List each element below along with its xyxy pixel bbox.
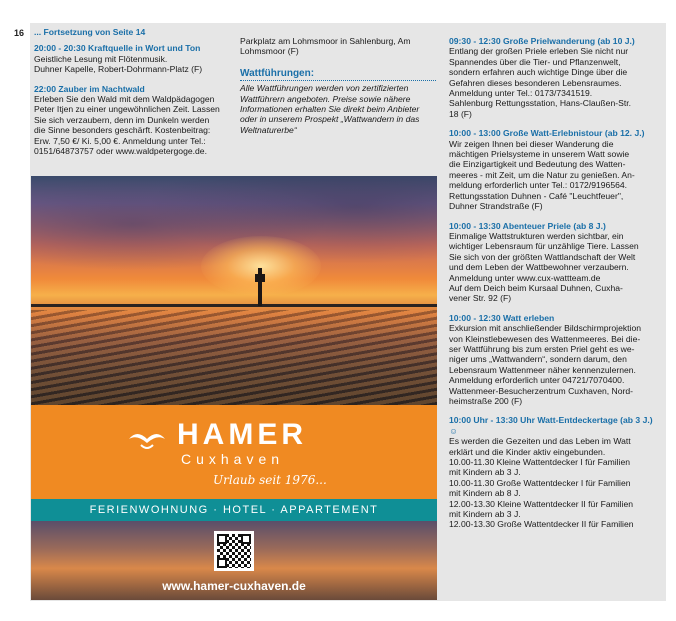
event-line: 10.00-11.30 Kleine Wattentdecker I für Familien [449,457,631,468]
horizon [31,304,437,307]
qr-corner [241,534,251,544]
event-entry [34,84,226,157]
event-line: Duhner Strandstraße (F) [449,201,543,212]
event-line: erklärt und die Kinder aktiv eingebunden. [449,446,606,457]
event-line: Peter Itjen zu einer ungewöhnlichen Zeit. Lassen [34,104,220,115]
event-line: sondern erfahren auch wichtige Dinge über die [449,67,628,78]
continuation-note: ... Fortsetzung von Seite 14 [34,27,146,37]
event-title: 10:00 - 13:00 Große Watt-Erlebnistour (ab 12. J.) [449,128,645,139]
event-entry [449,313,654,407]
event-line: Es werden die Gezeiten und das Leben im Watt [449,436,631,447]
event-line: vener Str. 92 (F) [449,293,512,304]
location-line: Lohmsmoor (F) [240,46,299,57]
event-line: Anmeldung unter www.cux-wattteam.de [449,272,601,283]
qr-code[interactable] [214,531,254,571]
event-line: Erleben Sie den Wald mit dem Waldpädagogen [34,94,215,105]
event-title: 09:30 - 12:30 Große Prielwanderung (ab 10 J.) [449,36,635,46]
section-line: Informationen erhalten Sie direkt beim Anbieter [240,104,420,115]
event-title: 22:00 Zauber im Nachtwald [34,83,145,94]
ad-website-link[interactable]: www.hamer-cuxhaven.de [162,579,306,593]
event-entry [34,43,226,74]
page-number: 16 [14,28,25,38]
event-line: meldung erforderlich unter Tel.: 0172/9196564. [449,180,628,191]
event-line: Spannendes über die Tier- und Pflanzenwelt, [449,56,621,67]
section-line: Alle Wattführungen werden von zertifizierten [240,83,409,94]
event-title: 20:00 - 20:30 Kraftquelle in Wort und Ton [34,43,201,54]
event-title: 10:00 - 12:30 Watt erleben [449,312,555,323]
event-line: Anmeldung erforderlich unter 04721/7070400. [449,375,625,386]
event-line: Auf dem Deich beim Kursaal Duhnen, Cuxha- [449,282,623,293]
ad-service-band: FERIENWOHNUNG · HOTEL · APPARTEMENT [31,499,437,521]
column-middle [240,36,436,135]
event-line: die Einzigartigkeit und Bedeutung des Watten- [449,159,626,170]
location-line: Parkplatz am Lohmsmoor in Sahlenburg, Am [240,36,411,46]
event-line: Wir zeigen Ihnen bei dieser Wanderung die [449,138,614,149]
section-line: Wattführern angeboten. Preise sowie nähere [240,93,411,104]
event-line: 10.00-11.30 Große Wattentdecker I für Familien [449,477,631,488]
event-line: und dem Leben der Wattbewohner verzaubern. [449,262,629,273]
seagull-icon [127,425,167,455]
qr-corner [217,534,227,544]
event-entry [449,415,654,529]
event-line: mit Kindern ab 3 J. [449,467,521,478]
event-line: die Sinne besonders geschärft. Kostenbeitrag: [34,125,211,136]
event-line: Sie sich von der größten Wattlandschaft der Welt [449,251,636,262]
event-entry [449,36,654,119]
mudflats [31,310,437,405]
event-line: Anmeldung unter Tel.: 0173/7341519. [449,88,593,99]
event-line: 0151/64873757 oder www.waldpetergoge.de. [34,146,207,157]
qr-corner [217,558,227,568]
event-line: Sahlenburg Rettungsstation, Hans-Claußen-Str. [449,98,631,109]
event-line: mächtigen Prielsysteme in unserem Watt sowie [449,149,630,160]
event-line: 18 (F) [449,108,472,119]
event-line: meeres - mit Zeit, um die Natur zu genießen. An- [449,169,635,180]
event-line: Exkursion mit anschließender Bildschirmprojektion [449,323,642,334]
event-line: Wattenmeer-Besucherzentrum Cuxhaven, Nord- [449,385,634,396]
event-title: 10:00 Uhr - 13:30 Uhr Watt-Entdeckertage (ab 3 J.) ☺ [449,415,653,436]
event-line: Sie sich verzaubern, denn im Dunkeln werden [34,114,210,125]
event-line: Duhner Kapelle, Robert-Dohrmann-Platz (F) [34,64,203,75]
section-heading: Wattführungen: [240,69,436,81]
event-title: 10:00 - 13:30 Abenteuer Priele (ab 8 J.) [449,220,606,231]
hamer-advertisement[interactable] [31,176,437,600]
brand-slogan: Urlaub seit 1976... [213,473,327,487]
event-line: niger ums „Wattwandern“, sondern darum, den [449,354,627,365]
sunset-photo [31,176,437,405]
section-line: Weltnaturerbe“ [240,124,297,135]
ad-bottom-panel [31,521,437,600]
section-line: oder in unserem Prospekt „Wattwandern in das [240,114,420,125]
event-line: Entlang der großen Priele erleben Sie nicht nur [449,46,629,57]
event-line: heimstraße 200 (F) [449,396,523,406]
event-entry [449,221,654,304]
brand-name: HAMER [177,418,307,451]
column-right [449,36,654,539]
ad-brand-panel [31,405,437,499]
event-line: wichtiger Lebensraum für unzählige Tiere. Lassen [449,241,639,252]
event-line: 12.00-13.30 Kleine Wattentdecker II für Familien [449,498,634,509]
event-line: 12.00-13.30 Große Wattentdecker II für Familien [449,519,634,530]
event-line: Geistliche Lesung mit Flötenmusik. [34,53,168,64]
brand-location: Cuxhaven [181,451,285,467]
kugelbake-tower [255,268,265,306]
event-line: Lebensraum Wattenmeer näher kennenzulernen. [449,364,636,375]
event-line: mit Kindern ab 3 J. [449,509,521,520]
event-line: mit Kindern ab 8 J. [449,488,521,499]
event-line: ser Wattführung bis zum ersten Priel geht es we- [449,343,635,354]
event-line: von Kleinstlebewesen des Wattenmeeres. Bei die- [449,333,641,344]
event-line: Rettungsstation Duhnen - Café "Leuchtfeuer", [449,190,624,201]
event-line: Gefahren dieses besonderen Lebensraumes. [449,77,622,88]
column-left [34,27,226,165]
event-entry [449,128,654,211]
event-line: Erw. 7,50 €/ Ki. 5,00 €. Anmeldung unter Tel.: [34,135,206,146]
event-line: Einmalige Wattstrukturen werden sichtbar, ein [449,230,624,241]
